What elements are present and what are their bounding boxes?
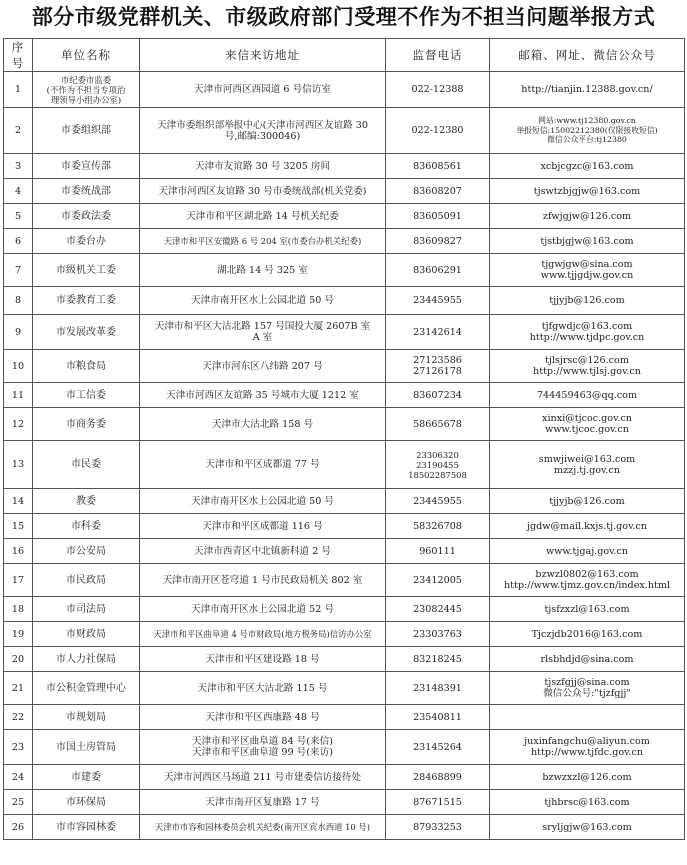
address-cell-line: 天津市和平区大沽北路 157 号国投大厦 2607B 室 <box>154 321 371 332</box>
address-cell <box>140 315 386 350</box>
phone-cell-line: 83606291 <box>413 264 462 276</box>
contact-cell-line: www.tjgaj.gov.cn <box>545 545 629 557</box>
contact-cell-line: tjgwjgw@sina.com <box>541 259 633 270</box>
table-row <box>4 229 685 254</box>
unit-name <box>33 108 140 154</box>
unit-name-line: 市委政法委 <box>61 210 111 222</box>
address-cell-line: 天津市和平区曲阜道 4 号市财政局(地方税务局)信访办公室 <box>153 629 372 639</box>
phone-cell <box>386 622 490 647</box>
phone-cell <box>386 315 490 350</box>
unit-name-line: 市工信委 <box>66 389 106 401</box>
address-cell-line: 天津市和平区建设路 18 号 <box>205 653 320 665</box>
address-cell-line: 天津市河西区友谊路 30 号市委统战部(机关党委) <box>158 185 367 197</box>
address-cell-line: 天津市和平区成都道 77 号 <box>205 459 320 470</box>
row-index: 17 <box>4 564 33 597</box>
address-cell <box>140 815 386 840</box>
phone-cell-line: 58326708 <box>413 520 462 532</box>
unit-name <box>33 514 140 539</box>
row-index: 11 <box>4 383 33 408</box>
address-cell-line: 天津市西青区中北镇新科道 2 号 <box>194 545 331 557</box>
contact-cell-line: http://www.tjfdc.gov.cn <box>530 747 644 758</box>
row-index: 6 <box>4 229 33 254</box>
unit-name <box>33 815 140 840</box>
phone-cell <box>386 765 490 790</box>
phone-cell-line: 23082445 <box>413 603 462 615</box>
phone-cell-line: 23142614 <box>413 326 462 338</box>
contact-cell-line: 网站:www.tj12380.gov.cn <box>538 116 636 126</box>
address-cell <box>140 539 386 564</box>
phone-cell-line: 87933253 <box>413 821 462 833</box>
address-cell <box>140 254 386 287</box>
phone-cell-line: 28468899 <box>413 771 462 783</box>
unit-name <box>33 204 140 229</box>
address-cell-line: 天津市河东区八纬路 207 号 <box>202 360 323 372</box>
contact-cell-line: sryljgjw@163.com <box>542 821 632 833</box>
address-cell-line: 天津市南开区复康路 17 号 <box>205 796 320 808</box>
contact-cell <box>490 229 685 254</box>
unit-name <box>33 229 140 254</box>
contact-cell-line: bzwzl0802@163.com <box>535 569 639 580</box>
phone-cell-line: 022-12388 <box>411 84 464 95</box>
unit-name-line: 市市容园林委 <box>56 821 116 833</box>
table-row <box>4 441 685 489</box>
unit-name-line: 市级机关工委 <box>56 264 116 276</box>
address-cell <box>140 597 386 622</box>
phone-cell <box>386 254 490 287</box>
unit-name-line: 市环保局 <box>66 796 106 808</box>
unit-name-line: 市委台办 <box>66 235 106 247</box>
address-cell <box>140 204 386 229</box>
phone-cell <box>386 108 490 154</box>
row-index: 22 <box>4 705 33 730</box>
phone-cell <box>386 705 490 730</box>
unit-name <box>33 287 140 315</box>
phone-cell <box>386 672 490 705</box>
unit-name-line: 市粮食局 <box>66 360 106 372</box>
contact-cell-line: http://tianjin.12388.gov.cn/ <box>521 84 653 95</box>
phone-cell <box>386 408 490 441</box>
table-row <box>4 790 685 815</box>
unit-name-line: 市科委 <box>71 520 101 532</box>
unit-name-line: 市建委 <box>71 771 101 783</box>
contact-cell <box>490 790 685 815</box>
address-cell-line: 天津市和平区西康路 48 号 <box>205 711 320 723</box>
phone-cell <box>386 815 490 840</box>
phone-cell-line: 58665678 <box>413 418 462 430</box>
contact-cell <box>490 315 685 350</box>
contact-cell-line: tjhbrsc@163.com <box>544 796 630 808</box>
unit-name-line: 市商务委 <box>66 418 106 430</box>
address-cell <box>140 179 386 204</box>
unit-name <box>33 350 140 383</box>
contact-cell <box>490 72 685 108</box>
contact-cell-line: tjjyjb@126.com <box>549 295 625 306</box>
address-cell-line: 天津市友谊路 30 号 3205 房间 <box>194 160 331 172</box>
unit-name <box>33 790 140 815</box>
address-cell-line: 天津市南开区水上公园北道 50 号 <box>190 295 335 306</box>
phone-cell <box>386 72 490 108</box>
unit-name <box>33 179 140 204</box>
row-index: 8 <box>4 287 33 315</box>
table-row <box>4 72 685 108</box>
phone-cell-line: 960111 <box>419 545 456 557</box>
contact-cell <box>490 622 685 647</box>
contact-cell-line: http://www.tjmz.gov.cn/index.html <box>503 580 671 591</box>
contact-cell-line: 微信公众平台:tj12380 <box>547 135 627 145</box>
address-cell-line: A 室 <box>252 332 273 343</box>
address-cell <box>140 622 386 647</box>
unit-name <box>33 383 140 408</box>
table-row <box>4 514 685 539</box>
unit-name-line: 市财政局 <box>66 628 106 640</box>
row-index: 16 <box>4 539 33 564</box>
contact-cell <box>490 815 685 840</box>
table-row <box>4 287 685 315</box>
unit-name <box>33 765 140 790</box>
contact-cell-line: http://www.tjdpc.gov.cn <box>529 332 645 343</box>
phone-cell <box>386 179 490 204</box>
phone-cell <box>386 229 490 254</box>
address-cell-line: 号,邮编:300046) <box>224 130 301 142</box>
phone-cell-line: 022-12380 <box>411 125 464 136</box>
address-cell <box>140 730 386 765</box>
phone-cell-line: 23303763 <box>413 628 462 640</box>
row-index: 25 <box>4 790 33 815</box>
unit-name <box>33 730 140 765</box>
contact-cell-line: rlsbhdjd@sina.com <box>540 653 634 665</box>
unit-name-line: (不作为不担当专项治 <box>46 84 126 95</box>
phone-cell <box>386 514 490 539</box>
address-cell-line: 天津市和平区湖北路 14 号机关纪委 <box>186 210 339 222</box>
contact-cell <box>490 154 685 179</box>
contact-cell-line: xinxi@tjcoc.gov.cn <box>542 413 632 424</box>
address-cell <box>140 229 386 254</box>
address-cell <box>140 350 386 383</box>
row-index: 14 <box>4 489 33 514</box>
unit-name <box>33 705 140 730</box>
unit-name-line: 市委统战部 <box>61 185 111 197</box>
header-contact: 邮箱、网址、微信公众号 <box>490 39 685 72</box>
unit-name-line: 市司法局 <box>66 603 106 615</box>
contact-cell <box>490 254 685 287</box>
row-index: 21 <box>4 672 33 705</box>
header-index: 序号 <box>4 39 33 72</box>
unit-name-line: 市民政局 <box>66 574 106 586</box>
contact-cell-line: tjswtzbjgjw@163.com <box>533 185 641 197</box>
row-index: 12 <box>4 408 33 441</box>
table-row <box>4 730 685 765</box>
phone-cell <box>386 154 490 179</box>
phone-cell-line: 83218245 <box>413 653 462 665</box>
phone-cell-line: 23412005 <box>413 574 462 586</box>
address-cell <box>140 408 386 441</box>
phone-cell <box>386 441 490 489</box>
contact-cell-line: 744459463@qq.com <box>536 389 638 401</box>
address-cell <box>140 705 386 730</box>
table-row <box>4 765 685 790</box>
row-index: 4 <box>4 179 33 204</box>
address-cell <box>140 72 386 108</box>
address-cell-line: 天津市和平区曲阜道 99 号(来访) <box>192 747 333 758</box>
contact-cell-line: smwjiwei@163.com <box>538 453 636 465</box>
unit-name-line: 市纪委市监委 <box>60 74 112 85</box>
contact-cell-line: Tjczjdb2016@163.com <box>531 628 643 640</box>
address-cell <box>140 154 386 179</box>
unit-name <box>33 597 140 622</box>
unit-name-line: 市民委 <box>71 459 101 470</box>
contact-cell <box>490 108 685 154</box>
contact-cell-line: tjjyjb@126.com <box>549 495 625 507</box>
phone-cell-line: 23190455 <box>416 459 459 470</box>
contact-cell <box>490 408 685 441</box>
unit-name <box>33 564 140 597</box>
row-index: 18 <box>4 597 33 622</box>
address-cell-line: 天津市南开区苍穹道 1 号市民政局机关 802 室 <box>162 574 363 586</box>
table-row <box>4 564 685 597</box>
table-row <box>4 489 685 514</box>
contact-cell <box>490 765 685 790</box>
phone-cell <box>386 564 490 597</box>
contact-cell-line: www.tjcoc.gov.cn <box>545 424 629 435</box>
header-unit: 单位名称 <box>33 39 140 72</box>
unit-name <box>33 672 140 705</box>
phone-cell <box>386 539 490 564</box>
address-cell-line: 天津市和平区安徽路 6 号 204 室(市委台办机关纪委) <box>163 236 362 246</box>
contact-cell <box>490 514 685 539</box>
table-row <box>4 408 685 441</box>
table-row <box>4 179 685 204</box>
address-cell <box>140 514 386 539</box>
row-index: 24 <box>4 765 33 790</box>
contact-cell-line: tjstbjgjw@163.com <box>540 235 634 247</box>
phone-cell <box>386 489 490 514</box>
table-row <box>4 705 685 730</box>
row-index: 5 <box>4 204 33 229</box>
address-cell <box>140 564 386 597</box>
unit-name <box>33 154 140 179</box>
address-cell <box>140 383 386 408</box>
contact-cell <box>490 383 685 408</box>
table-header-row <box>4 39 685 72</box>
row-index: 9 <box>4 315 33 350</box>
unit-name-line: 市公积金管理中心 <box>46 682 126 694</box>
unit-name-line: 市委宣传部 <box>61 160 111 172</box>
contact-cell-line: jgdw@mail.kxjs.tj.gov.cn <box>527 520 647 532</box>
address-cell-line: 天津市河西区马场道 211 号市建委信访接待处 <box>163 771 362 783</box>
phone-cell-line: 23540811 <box>413 711 462 723</box>
table-row <box>4 204 685 229</box>
table-row <box>4 672 685 705</box>
address-cell-line: 天津市南开区水上公园北道 52 号 <box>190 603 335 615</box>
row-index: 23 <box>4 730 33 765</box>
row-index: 7 <box>4 254 33 287</box>
phone-cell <box>386 350 490 383</box>
address-cell <box>140 287 386 315</box>
contact-cell-line: tjszfgjj@sina.com <box>544 677 630 688</box>
table-row <box>4 815 685 840</box>
contact-cell-line: bzwzxzl@126.com <box>542 771 632 783</box>
unit-name <box>33 539 140 564</box>
phone-cell <box>386 790 490 815</box>
table-row <box>4 383 685 408</box>
unit-name <box>33 72 140 108</box>
unit-name <box>33 254 140 287</box>
unit-name-line: 市人力社保局 <box>56 653 116 665</box>
contact-cell-line: tjfgwdjc@163.com <box>541 321 633 332</box>
table-body <box>4 72 685 840</box>
phone-cell-line: 23148391 <box>413 682 462 694</box>
contact-cell <box>490 730 685 765</box>
phone-cell-line: 23145264 <box>413 741 462 753</box>
unit-name <box>33 315 140 350</box>
phone-cell-line: 27123586 <box>413 355 462 366</box>
address-cell-line: 天津市河西区友谊路 35 号城市大厦 1212 室 <box>166 389 359 401</box>
report-contacts-table <box>3 38 685 840</box>
unit-name <box>33 647 140 672</box>
contact-cell <box>490 597 685 622</box>
address-cell <box>140 441 386 489</box>
unit-name-line: 理领导小组办公室) <box>50 94 122 105</box>
row-index: 19 <box>4 622 33 647</box>
unit-name <box>33 622 140 647</box>
unit-name-line: 市委教育工委 <box>56 295 116 306</box>
address-cell-line: 天津市河西区西园道 6 号信访室 <box>194 84 331 95</box>
unit-name-line: 教委 <box>76 495 96 507</box>
row-index: 26 <box>4 815 33 840</box>
row-index: 2 <box>4 108 33 154</box>
table-row <box>4 647 685 672</box>
phone-cell-line: 83608207 <box>413 185 462 197</box>
page-title: 部分市级党群机关、市级政府部门受理不作为不担当问题举报方式 <box>31 5 656 29</box>
contact-cell <box>490 672 685 705</box>
contact-cell-line: zfwjgjw@126.com <box>542 210 632 222</box>
table-row <box>4 254 685 287</box>
row-index: 15 <box>4 514 33 539</box>
contact-cell <box>490 489 685 514</box>
row-index: 1 <box>4 72 33 108</box>
table-row <box>4 315 685 350</box>
phone-cell <box>386 647 490 672</box>
header-address: 来信来访地址 <box>140 39 386 72</box>
unit-name-line: 市公安局 <box>66 545 106 557</box>
unit-name-line: 市国土房管局 <box>56 741 116 753</box>
phone-cell <box>386 730 490 765</box>
address-cell-line: 天津市和平区成都道 116 号 <box>202 520 323 532</box>
row-index: 3 <box>4 154 33 179</box>
table-row <box>4 597 685 622</box>
address-cell <box>140 489 386 514</box>
contact-cell-line: 举报短信:15002212380(仅限接收短信) <box>516 125 658 135</box>
contact-cell <box>490 705 685 730</box>
address-cell <box>140 765 386 790</box>
phone-cell-line: 23306320 <box>416 449 459 460</box>
row-index: 20 <box>4 647 33 672</box>
contact-cell-line: www.tjjgdjw.gov.cn <box>540 270 634 281</box>
header-phone: 监督电话 <box>386 39 490 72</box>
phone-cell-line: 83608561 <box>413 160 462 172</box>
unit-name <box>33 408 140 441</box>
contact-cell-line: http://www.tjlsj.gov.cn <box>533 366 641 377</box>
phone-cell <box>386 204 490 229</box>
address-cell-line: 天津市和平区曲阜道 84 号(来信) <box>192 736 333 747</box>
phone-cell <box>386 383 490 408</box>
phone-cell-line: 83605091 <box>413 210 462 222</box>
address-cell-line: 天津市委组织部举报中心(天津市河西区友谊路 30 <box>157 119 368 131</box>
contact-cell <box>490 647 685 672</box>
unit-name <box>33 489 140 514</box>
contact-cell <box>490 179 685 204</box>
contact-cell-line: juxinfangchu@aliyun.com <box>524 736 650 747</box>
address-cell-line: 天津市大沽北路 158 号 <box>211 418 314 430</box>
contact-cell-line: tjlsjrsc@126.com <box>545 355 629 366</box>
unit-name <box>33 441 140 489</box>
address-cell-line: 天津市和平区大沽北路 115 号 <box>197 682 328 694</box>
address-cell <box>140 647 386 672</box>
contact-cell-line: 微信公众号:"tjzfgjj" <box>543 688 631 699</box>
contact-cell <box>490 204 685 229</box>
table-row <box>4 350 685 383</box>
phone-cell-line: 23445955 <box>413 295 462 306</box>
contact-cell <box>490 287 685 315</box>
address-cell-line: 湖北路 14 号 325 室 <box>217 264 308 276</box>
phone-cell-line: 27126178 <box>413 366 462 377</box>
phone-cell-line: 83607234 <box>413 389 462 401</box>
phone-cell-line: 83609827 <box>413 235 462 247</box>
contact-cell <box>490 564 685 597</box>
address-cell-line: 天津市市容和园林委员会机关纪委(南开区宾水西道 10 号) <box>154 822 371 832</box>
phone-cell <box>386 287 490 315</box>
address-cell <box>140 790 386 815</box>
contact-cell <box>490 350 685 383</box>
row-index: 13 <box>4 441 33 489</box>
table-row <box>4 622 685 647</box>
unit-name-line: 市委组织部 <box>61 125 111 136</box>
table-row <box>4 154 685 179</box>
phone-cell-line: 18502287508 <box>408 469 467 480</box>
unit-name-line: 市发展改革委 <box>56 326 116 338</box>
contact-cell-line: xcbjcgzc@163.com <box>540 160 634 172</box>
address-cell-line: 天津市南开区水上公园北道 50 号 <box>190 495 335 507</box>
contact-cell <box>490 539 685 564</box>
address-cell <box>140 672 386 705</box>
address-cell <box>140 108 386 154</box>
phone-cell <box>386 597 490 622</box>
table-row <box>4 108 685 154</box>
table-row <box>4 539 685 564</box>
phone-cell-line: 23445955 <box>413 495 462 507</box>
unit-name-line: 市规划局 <box>66 711 106 723</box>
phone-cell-line: 87671515 <box>413 796 462 808</box>
contact-cell <box>490 441 685 489</box>
row-index: 10 <box>4 350 33 383</box>
contact-cell-line: tjsfzxzl@163.com <box>544 603 630 615</box>
contact-cell-line: mzzj.tj.gov.cn <box>554 464 620 476</box>
